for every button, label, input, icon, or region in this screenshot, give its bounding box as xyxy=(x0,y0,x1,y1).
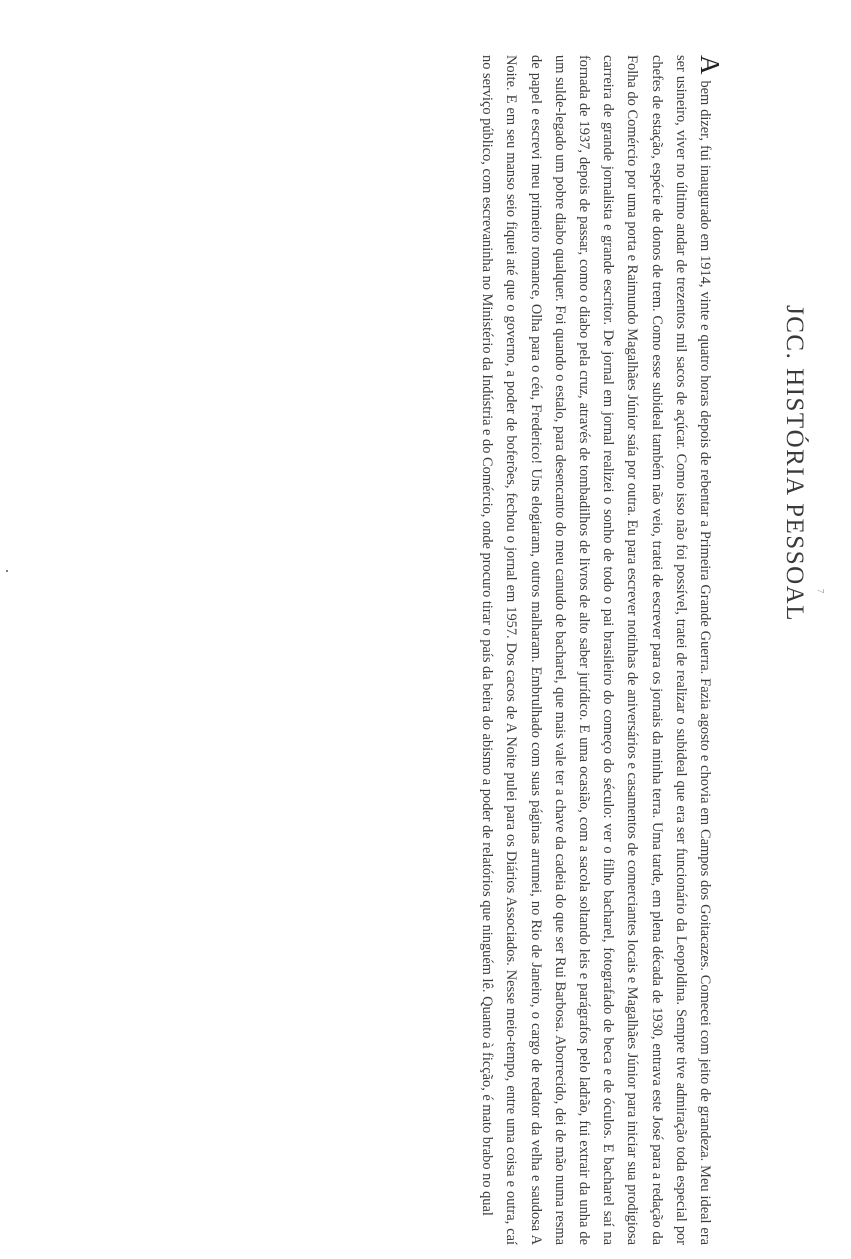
scan-speck xyxy=(6,570,8,572)
chapter-heading: JCC. HISTÓRIA PESSOAL xyxy=(781,305,808,622)
body-paragraph xyxy=(240,55,725,1245)
drop-cap: A xyxy=(695,55,725,75)
paragraph-text: bem dizer, fui inaugurado em 1914, vinte e quatro horas depois de rebentar a Primeira Grande Guerra. Fazia agosto e chovia em Campos dos Goitacazes. Comecei com jeito de grandeza. Meu ideal era ser usineiro, viver no último andar de trezentos mil sacos de açúcar. Como isso não foi possível, tratei de realizar o subideal que era ser funcionário da Leopoldina. Sempre tive admiração toda especial por chefes de estação, espécie de donos de trem. Como esse subideal também não veio, tratei de escrever para os jornais da minha terra. Uma tarde, em plena década de 1930, entrava este José para a redação da Folha do Comércio por uma porta e Raimundo Magalhães Júnior saía por outra. Eu para escrever notinhas de aniversários e casamentos de comerciantes locais e Magalhães Júnior para iniciar sua prodigiosa carreira de grande jornalista e grande escritor. De jornal em jornal realizei o sonho de todo o pai brasileiro do começo do século: ver o filho bacharel, fotografado de beca e de óculos. E bacharel saí na fornada de 1937, depois de passar, como o diabo pela cruz, através de tombadilhos de livros de alto saber jurídico. E uma ocasião, com a sacola soltando leis e parágrafos pelo ladrão, fui extrair da unha de um sulde-legado um pobre diabo qualquer. Foi quando o estalo, para desencanto do meu canudo de bacharel, que mais vale ter a chave da cadeia do que ser Rui Barbosa. Aborrecido, dei de mão numa resma de papel e escrevi meu primeiro romance, Olha para o céu, Frederico! Uns elogiaram, outros malharam. Embrulhado com suas páginas arrumei, no Rio de Janeiro, o cargo de redator da velha e saudosa A Noite. E em seu manso seio fiquei até que o governo, a poder de boferões, fechou o jornal em 1957. Dos cacos de A Noite pulei para os Diários Associados. Nesse meio-tempo, entre uma coisa e outra, caí no serviço público, com escrevaninha no Ministério da Indústria e do Comércio, onde procuro tirar o país da beira do abismo a poder de relatórios que ninguém lê. Quanto à ficção, é mato brabo no qual xyxy=(479,55,713,1245)
rotated-text-block xyxy=(240,55,808,1245)
page-number: 7 xyxy=(815,588,826,594)
